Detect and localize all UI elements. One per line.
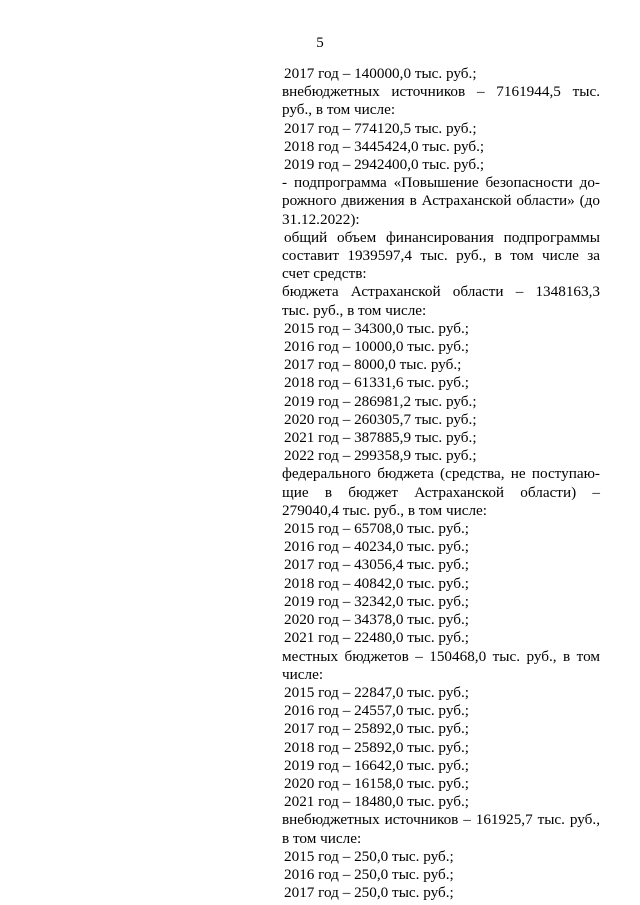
text-line: 2022 год – 299358,9 тыс. руб.; xyxy=(284,447,477,465)
text-line: федерального бюджета (средства, не поступаю- xyxy=(282,465,600,483)
text-line: 2018 год – 61331,6 тыс. руб.; xyxy=(284,374,469,392)
text-line: местных бюджетов – 150468,0 тыс. руб., в том xyxy=(282,647,600,665)
text-line: 2020 год – 16158,0 тыс. руб.; xyxy=(284,774,469,792)
text-line: 2015 год – 250,0 тыс. руб.; xyxy=(284,847,454,865)
document-text-column xyxy=(282,65,600,902)
text-line: 2017 год – 43056,4 тыс. руб.; xyxy=(284,556,469,574)
text-line: 2017 год – 8000,0 тыс. руб.; xyxy=(284,356,462,374)
text-line: общий объем финансирования подпрограммы xyxy=(284,228,600,246)
text-line: 2016 год – 250,0 тыс. руб.; xyxy=(284,865,454,883)
page-number: 5 xyxy=(316,35,324,51)
text-line: 2019 год – 32342,0 тыс. руб.; xyxy=(284,592,469,610)
text-line: щие в бюджет Астраханской области) – xyxy=(282,483,600,501)
text-line: внебюджетных источников – 161925,7 тыс. руб., xyxy=(282,811,600,829)
text-line: рожного движения в Астраханской области» (до xyxy=(282,192,600,210)
text-line: 2021 год – 18480,0 тыс. руб.; xyxy=(284,793,469,811)
text-line: 2017 год – 250,0 тыс. руб.; xyxy=(284,884,454,902)
text-line: 2021 год – 387885,9 тыс. руб.; xyxy=(284,429,477,447)
text-line: 2015 год – 22847,0 тыс. руб.; xyxy=(284,683,469,701)
text-line: 2017 год – 774120,5 тыс. руб.; xyxy=(284,119,477,137)
text-line: 2017 год – 140000,0 тыс. руб.; xyxy=(284,65,477,82)
text-line: 2020 год – 260305,7 тыс. руб.; xyxy=(284,410,477,428)
text-line: 2016 год – 40234,0 тыс. руб.; xyxy=(284,538,469,556)
text-line: 279040,4 тыс. руб., в том числе: xyxy=(282,501,487,519)
text-line: бюджета Астраханской области – 1348163,3 xyxy=(282,283,600,301)
text-line: 2021 год – 22480,0 тыс. руб.; xyxy=(284,629,469,647)
text-line: руб., в том числе: xyxy=(282,101,396,119)
text-line: тыс. руб., в том числе: xyxy=(282,301,427,319)
text-line: 2018 год – 25892,0 тыс. руб.; xyxy=(284,738,469,756)
text-line: 2016 год – 10000,0 тыс. руб.; xyxy=(284,338,469,356)
text-line: 2017 год – 25892,0 тыс. руб.; xyxy=(284,720,469,738)
text-line: в том числе: xyxy=(282,829,362,847)
text-line: внебюджетных источников – 7161944,5 тыс. xyxy=(282,83,600,101)
text-line: числе: xyxy=(282,665,324,683)
text-line: 2016 год – 24557,0 тыс. руб.; xyxy=(284,702,469,720)
text-line: 2015 год – 34300,0 тыс. руб.; xyxy=(284,319,469,337)
text-line: 31.12.2022): xyxy=(282,210,360,228)
text-line: 2018 год – 40842,0 тыс. руб.; xyxy=(284,574,469,592)
text-line: 2019 год – 286981,2 тыс. руб.; xyxy=(284,392,477,410)
text-line: 2015 год – 65708,0 тыс. руб.; xyxy=(284,520,469,538)
text-line: 2019 год – 16642,0 тыс. руб.; xyxy=(284,756,469,774)
text-line: счет средств: xyxy=(282,265,367,283)
text-line: - подпрограмма «Повышение безопасности до- xyxy=(282,174,600,192)
text-line: составит 1939597,4 тыс. руб., в том числе за xyxy=(282,247,600,265)
text-line: 2020 год – 34378,0 тыс. руб.; xyxy=(284,611,469,629)
text-line: 2019 год – 2942400,0 тыс. руб.; xyxy=(284,156,485,174)
text-line: 2018 год – 3445424,0 тыс. руб.; xyxy=(284,137,485,155)
